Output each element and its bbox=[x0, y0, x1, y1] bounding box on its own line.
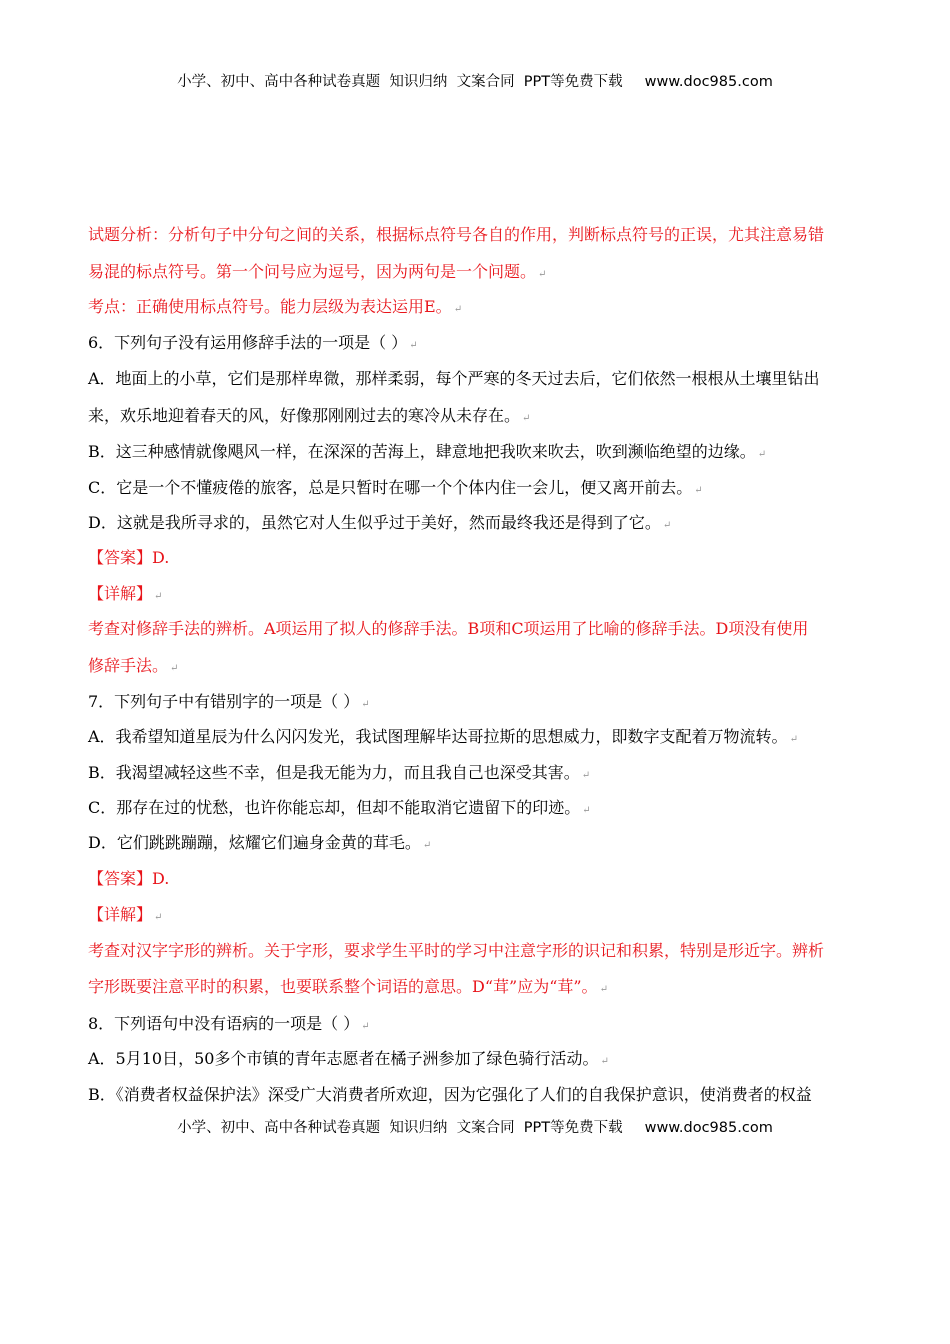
q6-detail-label: 【详解】 ↵ bbox=[88, 584, 163, 603]
question-7-stem: 7．下列句子中有错别字的一项是（ ） ↵ bbox=[88, 692, 370, 711]
q7-detail-label: 【详解】 ↵ bbox=[88, 905, 163, 924]
analysis-line-2: 易混的标点符号。第一个问号应为逗号，因为两句是一个问题。 ↵ bbox=[88, 262, 547, 281]
q7-detail-line-1: 考查对汉字字形的辨析。关于字形，要求学生平时的学习中注意字形的识记和积累，特别是形近字。辨析 bbox=[88, 941, 825, 960]
question-8-stem: 8．下列语句中没有语病的一项是（ ） ↵ bbox=[88, 1014, 370, 1033]
question-6-stem: 6．下列句子没有运用修辞手法的一项是（ ） ↵ bbox=[88, 333, 418, 352]
q6-option-c: C．它是一个不懂疲倦的旅客，总是只暂时在哪一个个体内住一会儿，便又离开前去。 ↵ bbox=[88, 478, 703, 497]
q6-detail-line-2: 修辞手法。 ↵ bbox=[88, 656, 179, 675]
q7-option-c: C．那存在过的忧愁，也许你能忘却，但却不能取消它遗留下的印迹。 ↵ bbox=[88, 798, 591, 817]
page-header bbox=[0, 70, 950, 91]
footer-url: www.doc985.com bbox=[644, 1120, 773, 1136]
q6-option-b: B．这三种感情就像飓风一样，在深深的苦海上，肆意地把我吹来吹去，吹到濒临绝望的边缘。 ↵ bbox=[88, 442, 767, 461]
q6-option-a-line-2: 来，欢乐地迎着春天的风，好像那刚刚过去的寒冷从未存在。 ↵ bbox=[88, 406, 531, 425]
footer-text: 小学、初中、高中各种试卷真题 知识归纳 文案合同 PPT等免费下载 bbox=[177, 1120, 623, 1136]
q6-detail-line-1: 考查对修辞手法的辨析。A项运用了拟人的修辞手法。B项和C项运用了比喻的修辞手法。D项没有使用 bbox=[88, 619, 809, 638]
q8-option-b: B．《消费者权益保护法》深受广大消费者所欢迎，因为它强化了人们的自我保护意识，使消费者的权益 bbox=[88, 1085, 812, 1104]
q6-option-a-line-1: A．地面上的小草，它们是那样卑微，那样柔弱，每个严寒的冬天过去后，它们依然一根根从土壤里钻出 bbox=[88, 369, 820, 388]
analysis-line-1: 试题分析：分析句子中分句之间的关系，根据标点符号各自的作用，判断标点符号的正误，尤其注意易错 bbox=[88, 225, 825, 244]
kaodian-line: 考点：正确使用标点符号。能力层级为表达运用E。 ↵ bbox=[88, 297, 463, 316]
q7-answer: 【答案】D. bbox=[88, 869, 170, 888]
page-footer bbox=[0, 1116, 950, 1137]
header-url: www.doc985.com bbox=[644, 74, 773, 90]
header-text: 小学、初中、高中各种试卷真题 知识归纳 文案合同 PPT等免费下载 bbox=[177, 74, 623, 90]
q7-option-d: D．它们跳跳蹦蹦，炫耀它们遍身金黄的茸毛。 ↵ bbox=[88, 833, 432, 852]
q8-option-a: A．5月10日，50多个市镇的青年志愿者在橘子洲参加了绿色骑行活动。 ↵ bbox=[88, 1049, 609, 1068]
q6-option-d: D．这就是我所寻求的，虽然它对人生似乎过于美好，然而最终我还是得到了它。 ↵ bbox=[88, 513, 672, 532]
q7-option-a: A．我希望知道星辰为什么闪闪发光，我试图理解毕达哥拉斯的思想威力，即数字支配着万物流转。 ↵ bbox=[88, 727, 798, 746]
q7-detail-line-2: 字形既要注意平时的积累，也要联系整个词语的意思。D“茸”应为“茸”。 ↵ bbox=[88, 977, 608, 996]
q7-option-b: B．我渴望减轻这些不幸，但是我无能为力，而且我自己也深受其害。 ↵ bbox=[88, 763, 591, 782]
q6-answer: 【答案】D. bbox=[88, 548, 170, 567]
